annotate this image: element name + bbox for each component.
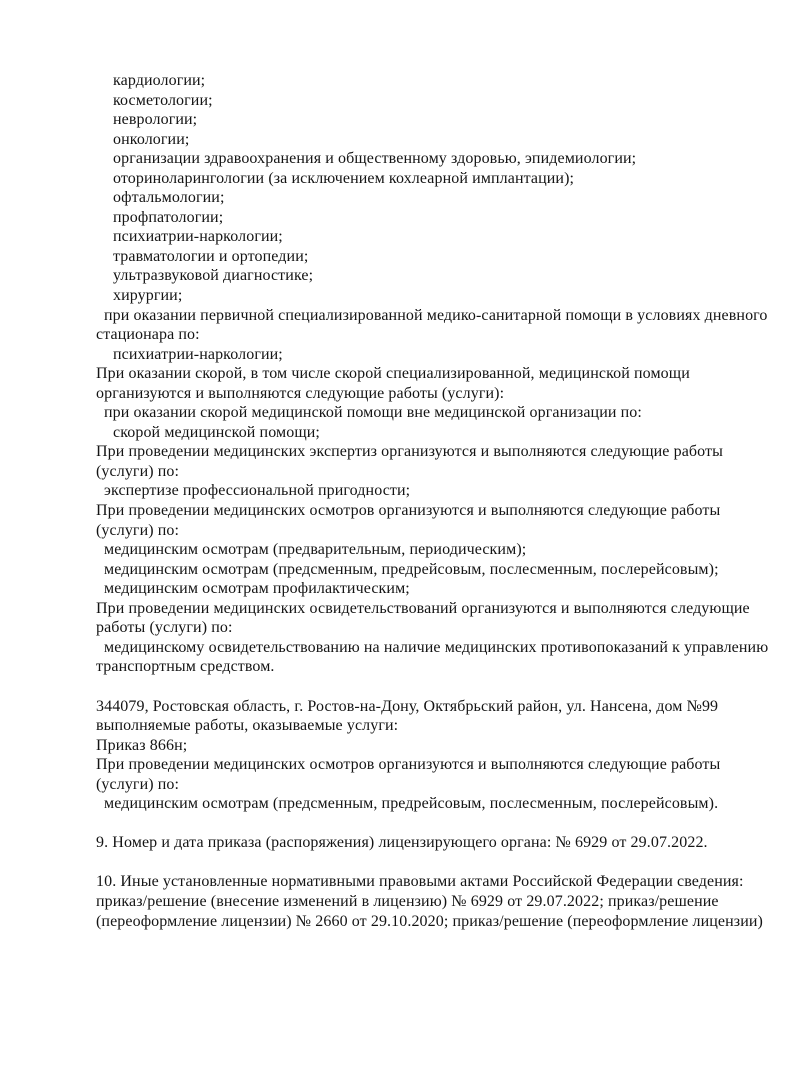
text-line: При проведении медицинских осмотров организуются и выполняются следующие работы (96, 502, 721, 520)
blank-line (96, 853, 786, 873)
text-line: психиатрии-наркологии; (113, 228, 283, 246)
text-line: кардиологии; (113, 72, 206, 89)
text-line: При проведении медицинских экспертиз организуются и выполняются следующие работы (96, 443, 723, 461)
blank-line (96, 814, 786, 834)
text-line: При проведении медицинских освидетельствований организуются и выполняются следующие (96, 599, 750, 617)
text-line: выполняемые работы, оказываемые услуги: (96, 717, 399, 735)
text-line: организуются и выполняются следующие работы (услуги): (96, 384, 505, 402)
text-line: медицинскому освидетельствованию на наличие медицинских противопоказаний к управлению (104, 638, 769, 656)
text-line: медицинским осмотрам (предсменным, предрейсовым, послесменным, послерейсовым); (104, 560, 719, 578)
text-line: (услуги) по: (96, 462, 180, 480)
text-line: организации здравоохранения и общественному здоровью, эпидемиологии; (113, 150, 637, 168)
text-line: травматологии и ортопедии; (113, 247, 309, 265)
text-line: работы (услуги) по: (96, 619, 233, 637)
license-text-block (96, 71, 786, 931)
text-line: При оказании скорой, в том числе скорой специализированной, медицинской помощи (96, 365, 690, 383)
text-line: Приказ 866н; (96, 736, 188, 754)
text-line: психиатрии-наркологии; (113, 345, 283, 363)
text-line: стационара по: (96, 326, 200, 344)
text-line: медицинским осмотрам профилактическим; (104, 580, 410, 598)
text-line: приказ/решение (внесение изменений в лицензию) № 6929 от 29.07.2022; приказ/решение (96, 892, 719, 910)
text-line: (услуги) по: (96, 521, 180, 539)
text-line: 344079, Ростовская область, г. Ростов-на-Дону, Октябрьский район, ул. Нансена, дом №99 (96, 697, 719, 715)
text-line: при оказании первичной специализированной медико-санитарной помощи в условиях дневного (104, 306, 768, 324)
text-line: При проведении медицинских осмотров организуются и выполняются следующие работы (96, 756, 721, 774)
text-line: (переоформление лицензии) № 2660 от 29.10.2020; приказ/решение (переоформление лицензии) (96, 912, 763, 930)
text-line: офтальмологии; (113, 189, 225, 207)
text-line: 10. Иные установленные нормативными правовыми актами Российской Федерации сведения: (96, 873, 744, 891)
text-line: 9. Номер и дата приказа (распоряжения) лицензирующего органа: № 6929 от 29.07.2022. (96, 834, 708, 852)
text-line: (услуги) по: (96, 775, 180, 793)
text-line: медицинским осмотрам (предварительным, периодическим); (104, 541, 527, 559)
text-line: онкологии; (113, 130, 190, 148)
text-line: профпатологии; (113, 208, 224, 226)
text-line: экспертизе профессиональной пригодности; (104, 482, 411, 500)
text-line: неврологии; (113, 111, 198, 129)
blank-line (96, 677, 786, 697)
text-line: оториноларингологии (за исключением кохлеарной имплантации); (113, 169, 575, 187)
text-line: хирургии; (113, 287, 183, 305)
text-line: ультразвуковой диагностике; (113, 267, 314, 285)
text-line: при оказании скорой медицинской помощи вне медицинской организации по: (104, 404, 642, 422)
text-line: транспортным средством. (96, 658, 275, 676)
text-line: скорой медицинской помощи; (113, 423, 320, 441)
text-line: медицинским осмотрам (предсменным, предрейсовым, послесменным, послерейсовым). (104, 795, 719, 813)
text-line: косметологии; (113, 91, 213, 109)
